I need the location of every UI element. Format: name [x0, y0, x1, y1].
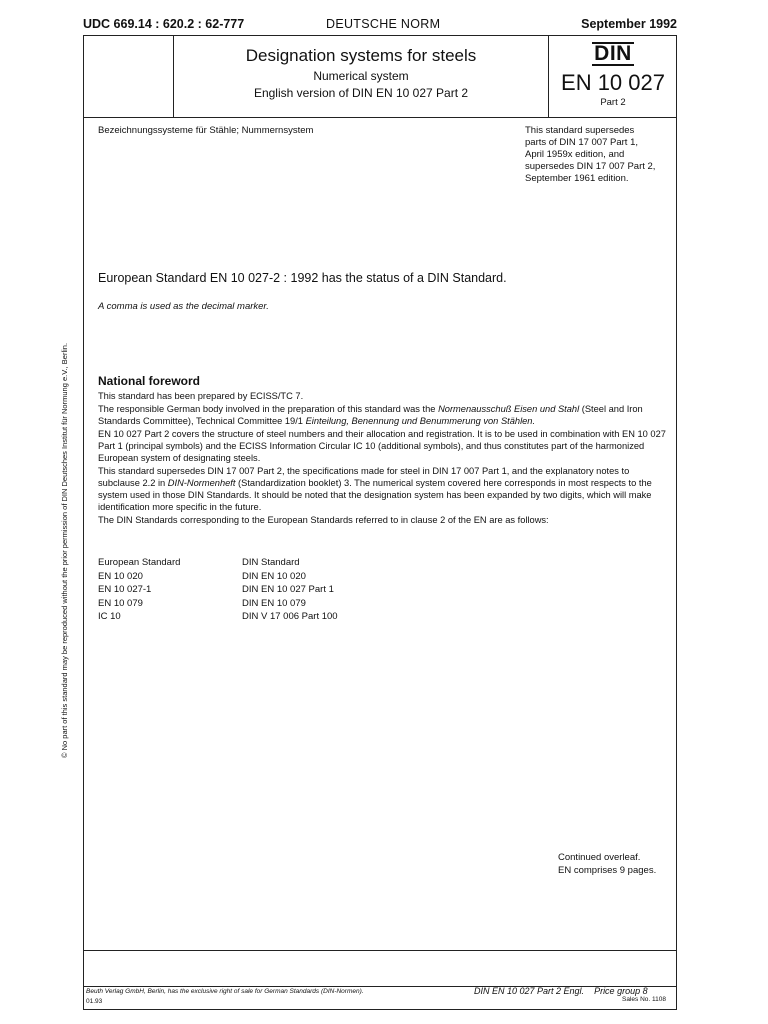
table-row	[98, 570, 442, 584]
supersedes-line: This standard supersedes	[525, 125, 635, 136]
title-box	[84, 36, 676, 118]
supersedes-line: September 1961 edition.	[525, 173, 629, 184]
document-header-row	[83, 17, 677, 35]
din-logo	[549, 42, 677, 66]
table-cell: EN 10 079	[98, 597, 143, 609]
supersedes-line: parts of DIN 17 007 Part 1,	[525, 137, 639, 148]
foreword-paragraph	[98, 465, 666, 513]
national-foreword	[98, 375, 666, 527]
table-cell: EN 10 020	[98, 570, 143, 582]
publication-date: September 1992	[581, 17, 677, 31]
table-row	[98, 610, 442, 624]
udc-code: UDC 669.14 : 620.2 : 62-777	[83, 17, 245, 31]
norm-label: DEUTSCHE NORM	[326, 17, 441, 31]
supersedes-line: supersedes DIN 17 007 Part 2,	[525, 161, 656, 172]
title-block	[174, 36, 548, 100]
standard-part: Part 2	[600, 97, 626, 108]
table-cell: IC 10	[98, 611, 121, 622]
document-title: Designation systems for steels	[245, 46, 477, 65]
table-header-row	[98, 556, 442, 570]
foreword-paragraph: The DIN Standards corresponding to the European Standards referred to in clause 2 of the EN are as follows:	[98, 515, 549, 525]
column-header: DIN Standard	[242, 557, 300, 568]
technical-committee-name: Einteilung, Benennung und Benummerung von Stählen.	[305, 416, 536, 426]
footer-reference	[474, 986, 648, 996]
price-group: Price group 8	[594, 986, 648, 996]
supersedes-line: April 1959x edition, and	[525, 149, 625, 160]
table-cell: DIN EN 10 027 Part 1	[242, 584, 334, 595]
din-logo-text: DIN	[594, 42, 632, 65]
publisher-note: Beuth Verlag GmbH, Berlin, has the exclusive right of sale for German Standards (DIN-Normen).	[86, 988, 364, 995]
table-cell: DIN EN 10 079	[242, 597, 306, 609]
german-title: Bezeichnungssysteme für Stähle; Nummernsystem	[98, 125, 314, 136]
page-count-line: EN comprises 9 pages.	[558, 865, 657, 876]
text-run: This standard supersedes DIN 17 007 Part 2, the specifications made for steel in DIN 17 007 Part 1, and the explanatory notes to subclause 2.2 in	[98, 466, 630, 488]
supersedes-note	[525, 125, 675, 185]
standard-number: EN 10 027	[561, 70, 665, 95]
footer-divider	[84, 950, 676, 951]
table-row	[98, 583, 442, 597]
table-cell: DIN V 17 006 Part 100	[242, 611, 338, 622]
continued-note	[558, 851, 656, 877]
sales-number: Sales No. 1108	[622, 996, 666, 1003]
document-reference: DIN EN 10 027 Part 2 Engl.	[474, 986, 585, 996]
title-box-left-cell	[84, 36, 174, 118]
column-header: European Standard	[98, 557, 181, 568]
table-cell: DIN EN 10 020	[242, 570, 306, 582]
foreword-paragraph: EN 10 027 Part 2 covers the structure of steel numbers and their allocation and registration. It is to be used in combination with EN 10 027 Part 1 (principal symbols) and the ECISS Information Circular IC 10 (additional symbols), and thus constitutes part of the harmonized European system of designating steels.	[98, 429, 666, 463]
foreword-heading: National foreword	[98, 374, 201, 388]
standards-table	[98, 556, 442, 624]
document-subtitle: Numerical system	[313, 69, 409, 83]
foreword-paragraph: This standard has been prepared by ECISS/TC 7.	[98, 391, 304, 401]
text-run: The responsible German body involved in the preparation of this standard was the	[98, 404, 439, 414]
din-box	[548, 36, 676, 118]
status-statement: European Standard EN 10 027-2 : 1992 has the status of a DIN Standard.	[98, 271, 507, 285]
text-run: (Steel and Iron Standards Committee), Technical Committee 19/1	[98, 404, 643, 426]
committee-name: Normenausschuß Eisen und Stahl	[438, 404, 580, 414]
booklet-name: DIN-Normenheft	[167, 478, 236, 488]
foreword-paragraph	[98, 403, 666, 427]
edition-code: 01.93	[86, 998, 103, 1005]
continued-line: Continued overleaf.	[558, 852, 641, 863]
text-run: (Standardization booklet) 3. The numerical system covered here corresponds in most respects to the system used in those DIN Standards. It should be noted that the designation system has been expanded by two digits, which will make identification more specific in the future.	[98, 478, 652, 512]
table-cell: EN 10 027-1	[98, 584, 152, 595]
page-frame	[83, 35, 677, 1010]
decimal-marker-note: A comma is used as the decimal marker.	[98, 301, 269, 312]
copyright-notice: © No part of this standard may be reproduced without the prior permission of DIN Deutsches Institut für Normung e.V., Berlin.	[60, 342, 69, 758]
english-version-note: English version of DIN EN 10 027 Part 2	[253, 86, 469, 100]
table-row	[98, 597, 442, 611]
